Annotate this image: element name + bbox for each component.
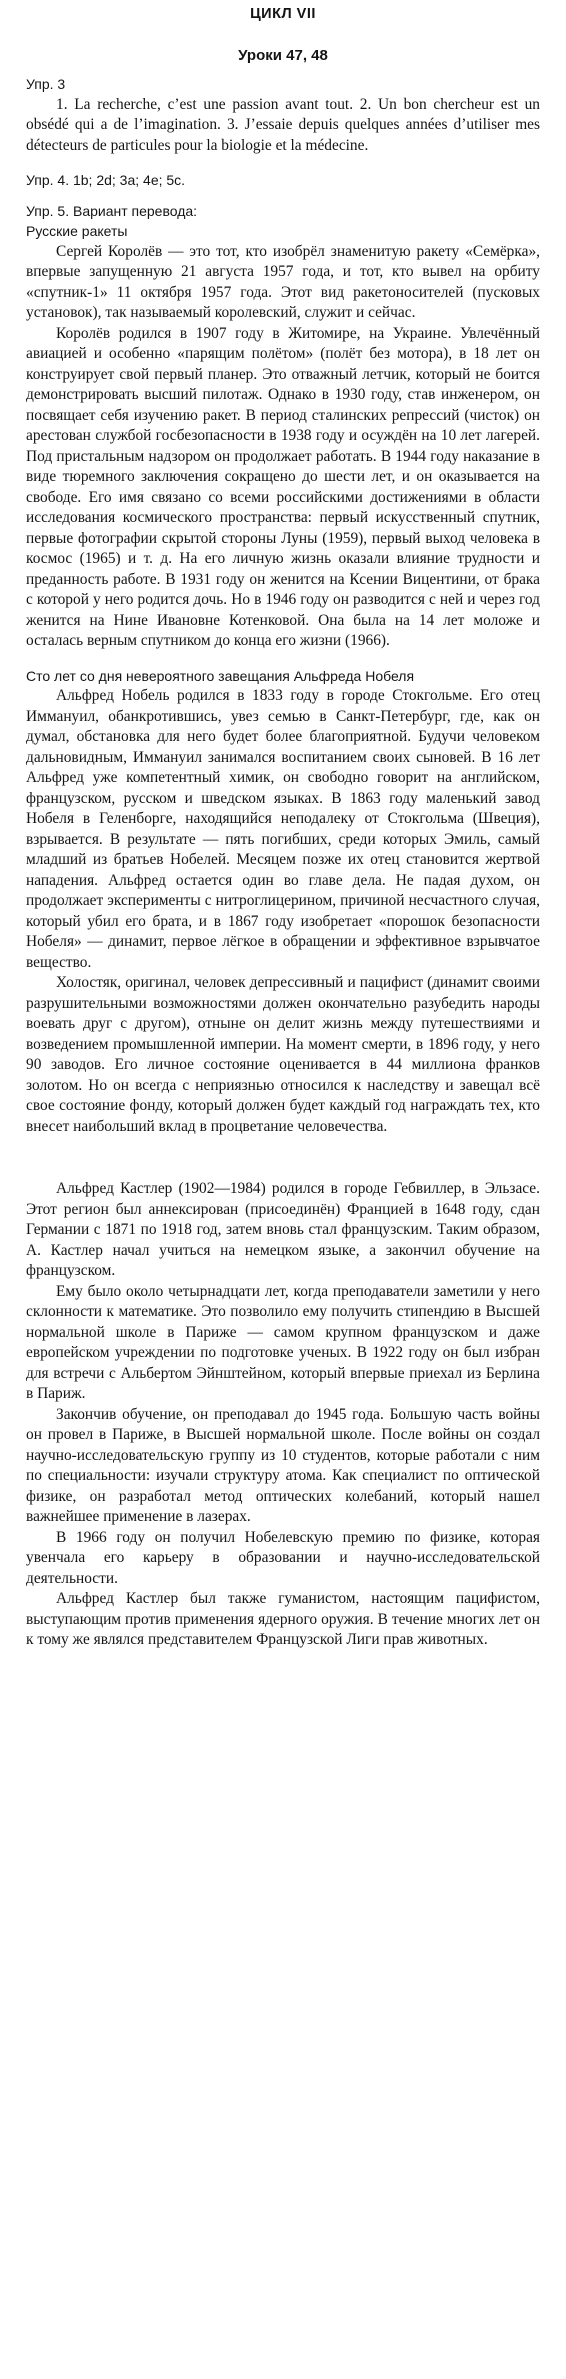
paragraph: Сергей Королёв — это тот, кто изобрёл знаменитую ракету «Семёрка», впервые запущенную 21 августа 1957 года, и тот, кто вывел на орбиту «спутник-1» 11 октября 1957 года. Этот вид ракетоносителей (пусковых установок), так называемый королевский, служит и сейчас. (26, 242, 540, 321)
section-nobel (26, 666, 540, 1138)
paragraph: Альфред Нобель родился в 1833 году в городе Стокгольме. Его отец Иммануил, обанкротившись, увез семью в Санкт-Петербург, где, как он думал, обстановка для него будет более благоприятной. Будучи человеком дальновидным, Иммануил занимался воспитанием своих сыновей. В 16 лет Альфред уже компетентный химик, он свободно говорит на английском, французском, русском и шведском языках. В 1863 году маленький завод Нобеля в Геленборге, находящийся неподалеку от Стокгольма (Швеция), взрывается. В результате — пять погибших, среди которых Эмиль, самый младший из братьев Нобелей. Месяцем позже их отец становится жертвой нападения. Альфред остается один во главе дела. Не падая духом, он продолжает эксперименты с нитроглицерином, причиной несчастного случая, который убил его брата, и в 1867 году изобретает «порошок безопасности Нобеля» — динамит, первое лёгкое в обращении и эффективное взрывчатое вещество. (26, 687, 540, 971)
page (26, 0, 540, 1651)
section-title-russian-rockets: Русские ракеты (26, 223, 128, 239)
section-kastler (26, 1179, 540, 1651)
lessons-title: Уроки 47, 48 (238, 47, 328, 64)
exercise-3 (26, 74, 540, 156)
cycle-title: ЦИКЛ VII (250, 6, 316, 22)
exercise-3-label: Упр. 3 (26, 76, 66, 92)
exercise-5-label: Упр. 5. Вариант перевода: (26, 202, 198, 219)
paragraph: В 1966 году он получил Нобелевскую премию по физике, которая увенчала его карьеру в образовании и научно-исследовательской деятельности. (26, 1528, 540, 1587)
paragraph: Королёв родился в 1907 году в Житомире, на Украине. Увлечённый авиацией и особенно «парящим полётом» (полёт без мотора), в 18 лет он конструирует свой первый планер. Это отважный летчик, который не боится демонстрировать высший пилотаж. Однако в 1930 году, став инженером, он посвящает себя изучению ракет. В период сталинских репрессий (чисток) он арестован службой госбезопасности в 1938 году и осуждён на 10 лет лагерей. Под пристальным надзором он продолжает работать. В 1944 году наказание в виде тюремного заключения сокращено до шести лет, и он оказывается на свободе. Его имя связано со всеми российскими достижениями в области исследования космического пространства: первый искусственный спутник, первые фотографии скрытой стороны Луны (1959), первый выход человека в космос (1965) и т. д. На его личную жизнь оказали влияние трудности и преданность работе. В 1931 году он женится на Ксении Вицентини, от брака с которой у него родится дочь. Но в 1946 году он разводится с ней и через год женится на Нине Ивановне Котенковой. Она была на 14 лет моложе и осталась верным спутником до конца его жизни (1966). (26, 324, 540, 649)
exercise-4 (26, 170, 540, 191)
paragraph: Альфред Кастлер был также гуманистом, настоящим пацифистом, выступающим против применения ядерного оружия. В течение многих лет он к тому же являлся представителем Французской Лиги прав животных. (26, 1590, 540, 1648)
exercise-5 (26, 201, 540, 652)
exercise-3-text: 1. La recherche, c’est une passion avant tout. 2. Un bon chercheur est un obsédé qui a de l’imagination. 3. J’essaie depuis quelques années d’utiliser mes détecteurs de particules pour la biologie et la médecine. (26, 95, 540, 154)
exercise-4-text: Упр. 4. 1b; 2d; 3a; 4e; 5c. (26, 172, 186, 188)
section-title-nobel: Сто лет со дня невероятного завещания Альфреда Нобеля (26, 667, 415, 684)
paragraph: Холостяк, оригинал, человек депрессивный и пацифист (динамит своими разрушительными возможностями должен окончательно разубедить народы воевать друг с другом), отныне он делит жизнь между путешествиями и возведением промышленной империи. На момент смерти, в 1896 году, у него 90 заводов. Его личное состояние оценивается в 44 миллиона франков золотом. Но он всегда с неприязнью относился к наследству и завещал всё свое состояние фонду, который должен будет каждый год награждать тех, кто внесет наибольший вклад в процветание человечества. (26, 974, 540, 1135)
paragraph: Закончив обучение, он преподавал до 1945 года. Большую часть войны он провел в Париже, в Высшей нормальной школе. После войны он создал научно-исследовательскую группу из 10 студентов, которые работали с ним по специальности: изучали структуру атома. Как специалист по оптической физике, он разработал метод оптических колебаний, который нашел важнейшее применение в лазерах. (26, 1405, 540, 1525)
paragraph: Альфред Кастлер (1902—1984) родился в городе Гебвиллер, в Эльзасе. Этот регион был аннексирован (присоединён) Францией в 1648 году, сдан Германии с 1871 по 1918 год, затем вновь стал французским. Таким образом, А. Кастлер начал учиться на немецком языке, а закончил обучение на французском. (26, 1180, 540, 1279)
paragraph: Ему было около четырнадцати лет, когда преподаватели заметили у него склонности к математике. Это позволило ему получить стипендию в Высшей нормальной школе в Париже — самом крупном французском и даже европейском учреждении по подготовке ученых. В 1922 году он был избран для встречи с Альбертом Эйнштейном, который впервые приехал из Берлина в Париж. (26, 1282, 540, 1402)
